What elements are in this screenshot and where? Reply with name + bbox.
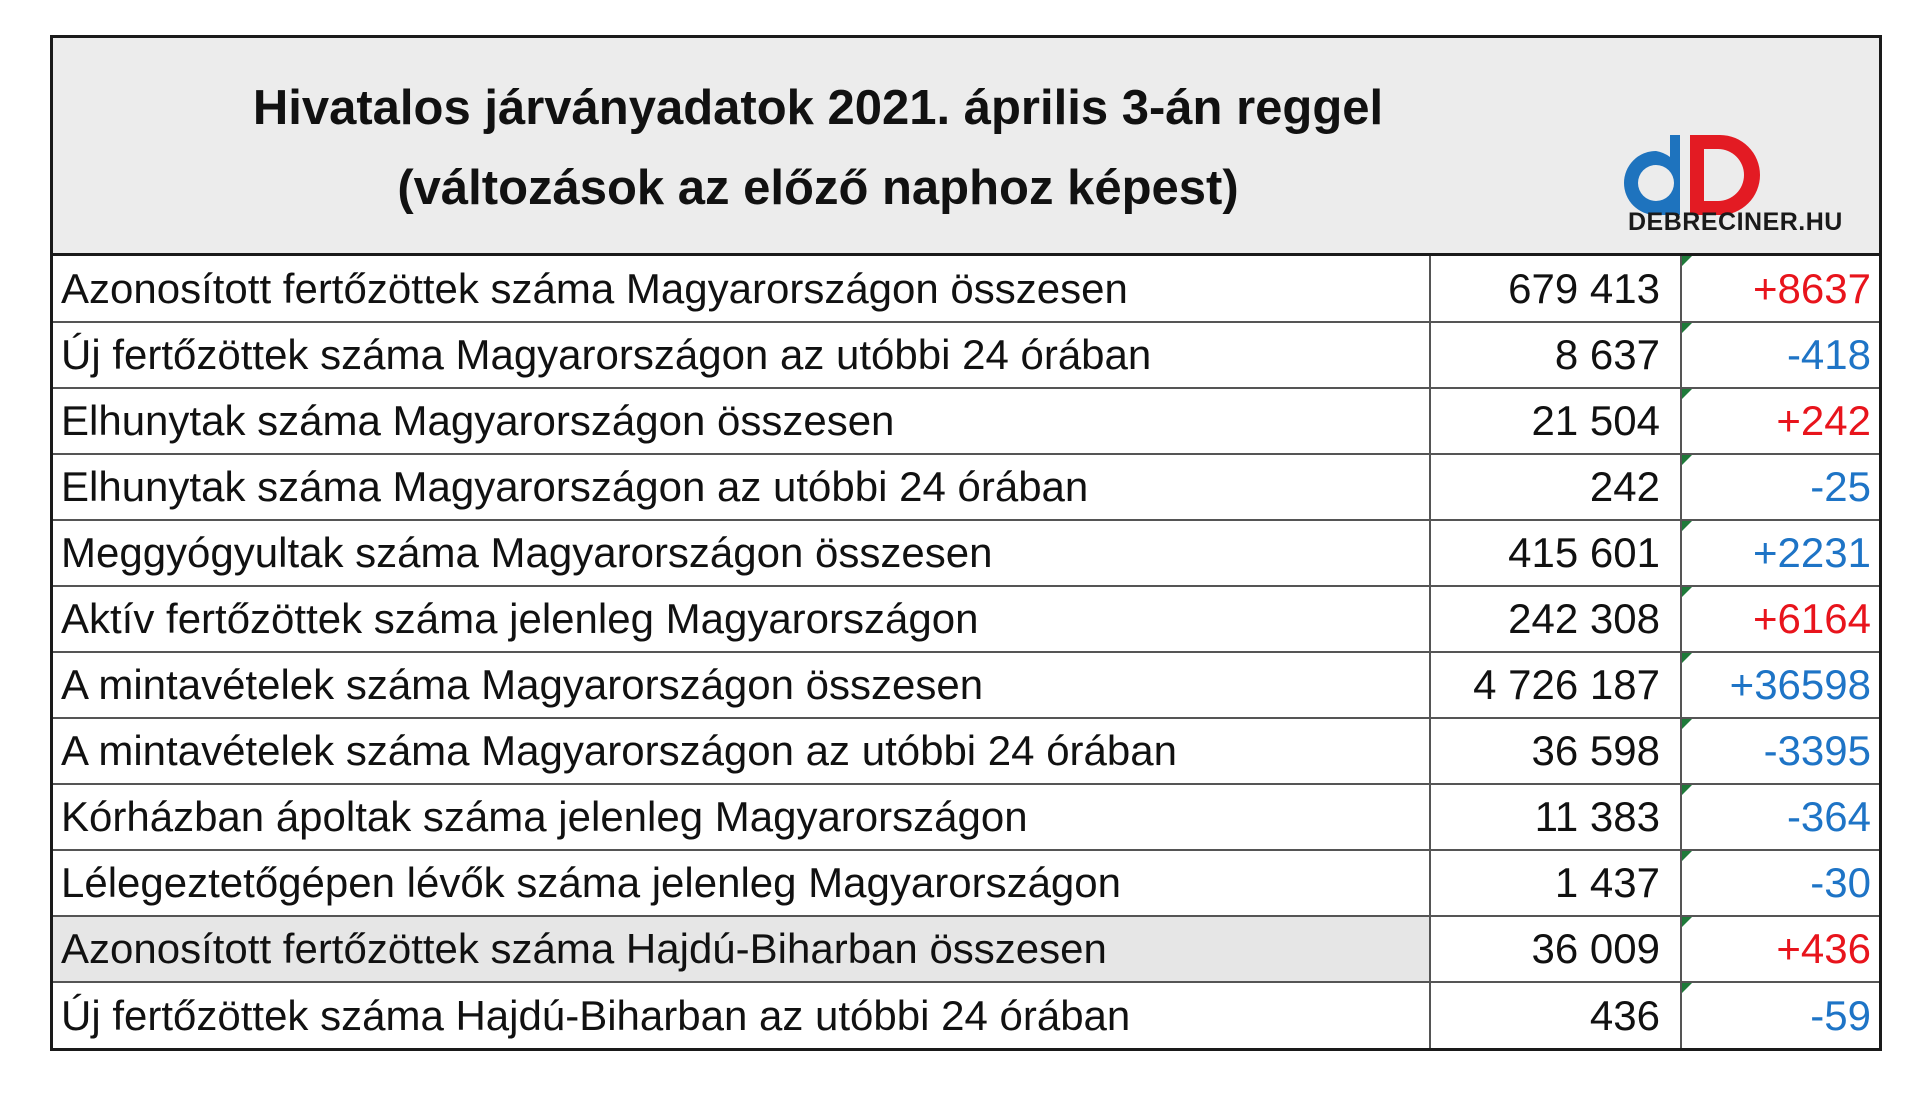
row-label: Új fertőzöttek száma Hajdú-Biharban az utóbbi 24 órában <box>53 982 1430 1048</box>
row-label: A mintavételek száma Magyarországon összesen <box>53 652 1430 718</box>
row-value: 415 601 <box>1430 520 1681 586</box>
row-change: -59 <box>1681 982 1879 1048</box>
page-subtitle: (változások az előző naphoz képest) <box>397 161 1239 215</box>
row-label: A mintavételek száma Magyarországon az utóbbi 24 órában <box>53 718 1430 784</box>
table-row <box>53 388 1879 454</box>
row-change: +8637 <box>1681 256 1879 322</box>
row-label: Elhunytak száma Magyarországon az utóbbi 24 órában <box>53 454 1430 520</box>
row-value: 1 437 <box>1430 850 1681 916</box>
row-change: -3395 <box>1681 718 1879 784</box>
table-header <box>53 38 1879 256</box>
row-change: -418 <box>1681 322 1879 388</box>
row-label: Aktív fertőzöttek száma jelenleg Magyarországon <box>53 586 1430 652</box>
row-change: +6164 <box>1681 586 1879 652</box>
row-change: +242 <box>1681 388 1879 454</box>
row-value: 36 009 <box>1430 916 1681 982</box>
row-value: 679 413 <box>1430 256 1681 322</box>
row-value: 8 637 <box>1430 322 1681 388</box>
row-label: Meggyógyultak száma Magyarországon összesen <box>53 520 1430 586</box>
row-label: Lélegeztetőgépen lévők száma jelenleg Magyarországon <box>53 850 1430 916</box>
row-label: Azonosított fertőzöttek száma Hajdú-Biharban összesen <box>53 916 1430 982</box>
row-change: -25 <box>1681 454 1879 520</box>
row-value: 4 726 187 <box>1430 652 1681 718</box>
table-row <box>53 652 1879 718</box>
table-row <box>53 256 1879 322</box>
table-row <box>53 454 1879 520</box>
logo-text: DEBRECINER.HU <box>1628 208 1843 236</box>
row-change: +436 <box>1681 916 1879 982</box>
table-row <box>53 982 1879 1048</box>
row-value: 436 <box>1430 982 1681 1048</box>
row-label: Kórházban ápoltak száma jelenleg Magyarországon <box>53 784 1430 850</box>
row-label: Elhunytak száma Magyarországon összesen <box>53 388 1430 454</box>
row-change: -30 <box>1681 850 1879 916</box>
table-row <box>53 520 1879 586</box>
table-row <box>53 916 1879 982</box>
row-value: 36 598 <box>1430 718 1681 784</box>
statistics-table <box>53 256 1879 1048</box>
row-label: Azonosított fertőzöttek száma Magyarországon összesen <box>53 256 1430 322</box>
row-change: +2231 <box>1681 520 1879 586</box>
table-row <box>53 718 1879 784</box>
row-value: 242 <box>1430 454 1681 520</box>
table-row <box>53 784 1879 850</box>
data-table-frame <box>50 35 1882 1051</box>
page-title: Hivatalos járványadatok 2021. április 3-án reggel <box>252 81 1384 135</box>
table-row <box>53 850 1879 916</box>
table-row <box>53 586 1879 652</box>
row-value: 242 308 <box>1430 586 1681 652</box>
row-change: +36598 <box>1681 652 1879 718</box>
row-value: 11 383 <box>1430 784 1681 850</box>
row-label: Új fertőzöttek száma Magyarországon az utóbbi 24 órában <box>53 322 1430 388</box>
table-row <box>53 322 1879 388</box>
row-change: -364 <box>1681 784 1879 850</box>
row-value: 21 504 <box>1430 388 1681 454</box>
